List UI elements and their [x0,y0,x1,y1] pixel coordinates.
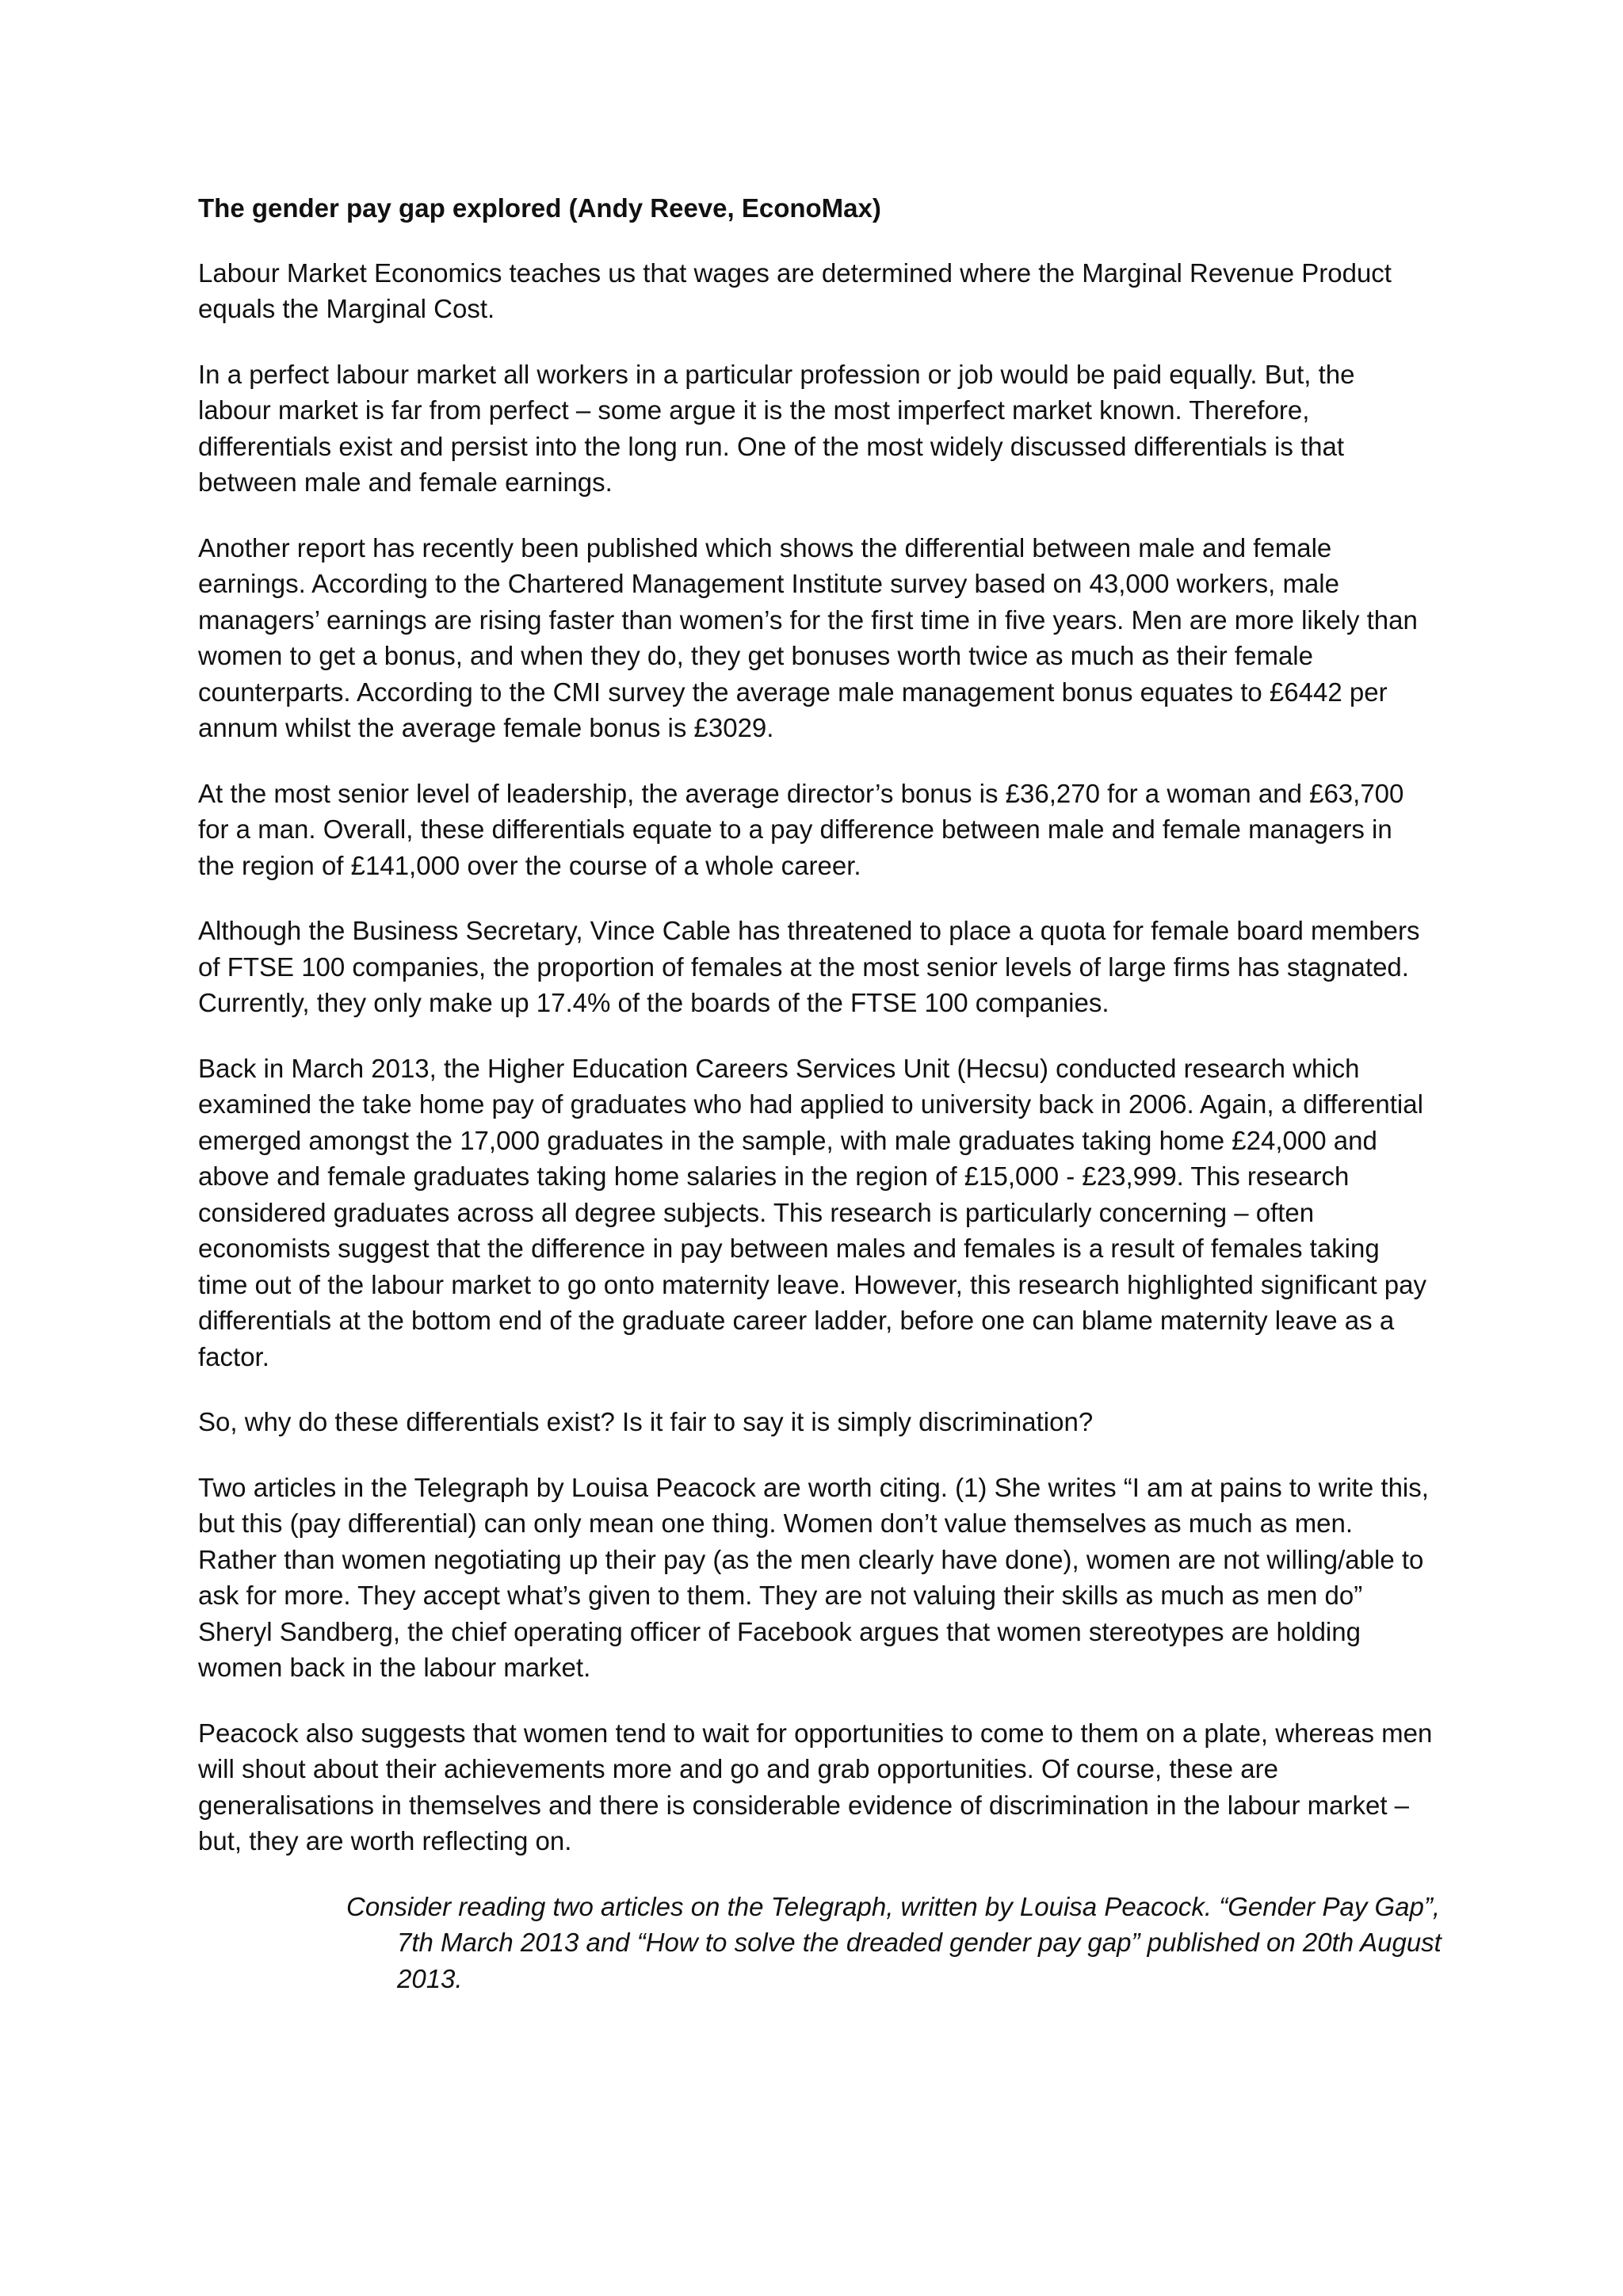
paragraph: In a perfect labour market all workers in a particular profession or job would be paid equally. But, the labour market is far from perfect – some argue it is the most imperfect market known. Therefore, differentials exist and persist into the long run. One of the most widely discussed differentials is that between male and female earnings. [198,359,1355,497]
paragraph: So, why do these differentials exist? Is it fair to say it is simply discrimination? [198,1407,1094,1436]
paragraph: Back in March 2013, the Higher Education Careers Services Unit (Hecsu) conducted research which examined the take home pay of graduates who had applied to university back in 2006. Again, a differential emerged amongst the 17,000 graduates in the sample, with male graduates taking home £24,000 and above and female graduates taking home salaries in the region of £15,000 - £23,999. This research considered graduates across all degree subjects. This research is particularly concerning – often economists suggest that the difference in pay between males and females is a result of females taking time out of the labour market to go onto maternity leave. However, this research highlighted significant pay differentials at the bottom end of the graduate career ladder, before one can blame maternity leave as a factor. [198,1053,1427,1371]
reading-note: Consider reading two articles on the Telegraph, written by Louisa Peacock. “Gender Pay Gap”, 7th March 2013 and “How to solve the dreaded gender pay gap” published on 20th August 2013. [346,1891,1442,1993]
paragraph: Peacock also suggests that women tend to wait for opportunities to come to them on a plate, whereas men will shout about their achievements more and go and grab opportunities. Of course, these are generalisations in themselves and there is considerable evidence of discrimination in the labour market – but, they are worth reflecting on. [198,1718,1433,1855]
document-title: The gender pay gap explored (Andy Reeve, EconoMax) [198,193,881,223]
paragraph: Although the Business Secretary, Vince Cable has threatened to place a quota for female board members of FTSE 100 companies, the proportion of females at the most senior levels of large firms has stagnated. Currently, they only make up 17.4% of the boards of the FTSE 100 companies. [198,916,1420,1017]
document-page [198,190,1442,1997]
paragraph: At the most senior level of leadership, the average director’s bonus is £36,270 for a woman and £63,700 for a man. Overall, these differentials equate to a pay difference between male and female managers in the region of £141,000 over the course of a whole career. [198,778,1404,880]
paragraph: Two articles in the Telegraph by Louisa Peacock are worth citing. (1) She writes “I am at pains to write this, but this (pay differential) can only mean one thing. Women don’t value themselves as much as men. Rather than women negotiating up their pay (as the men clearly have done), women are not willing/able to ask for more. They accept what’s given to them. They are not valuing their skills as much as men do” Sheryl Sandberg, the chief operating officer of Facebook argues that women stereotypes are holding women back in the labour market. [198,1472,1429,1682]
paragraph: Labour Market Economics teaches us that wages are determined where the Marginal Revenue Product equals the Marginal Cost. [198,257,1392,323]
paragraph: Another report has recently been published which shows the differential between male and female earnings. According to the Chartered Management Institute survey based on 43,000 workers, male managers’ earnings are rising faster than women’s for the first time in five years. Men are more likely than women to get a bonus, and when they do, they get bonuses worth twice as much as their female counterparts. According to the CMI survey the average male management bonus equates to £6442 per annum whilst the average female bonus is £3029. [198,532,1418,742]
